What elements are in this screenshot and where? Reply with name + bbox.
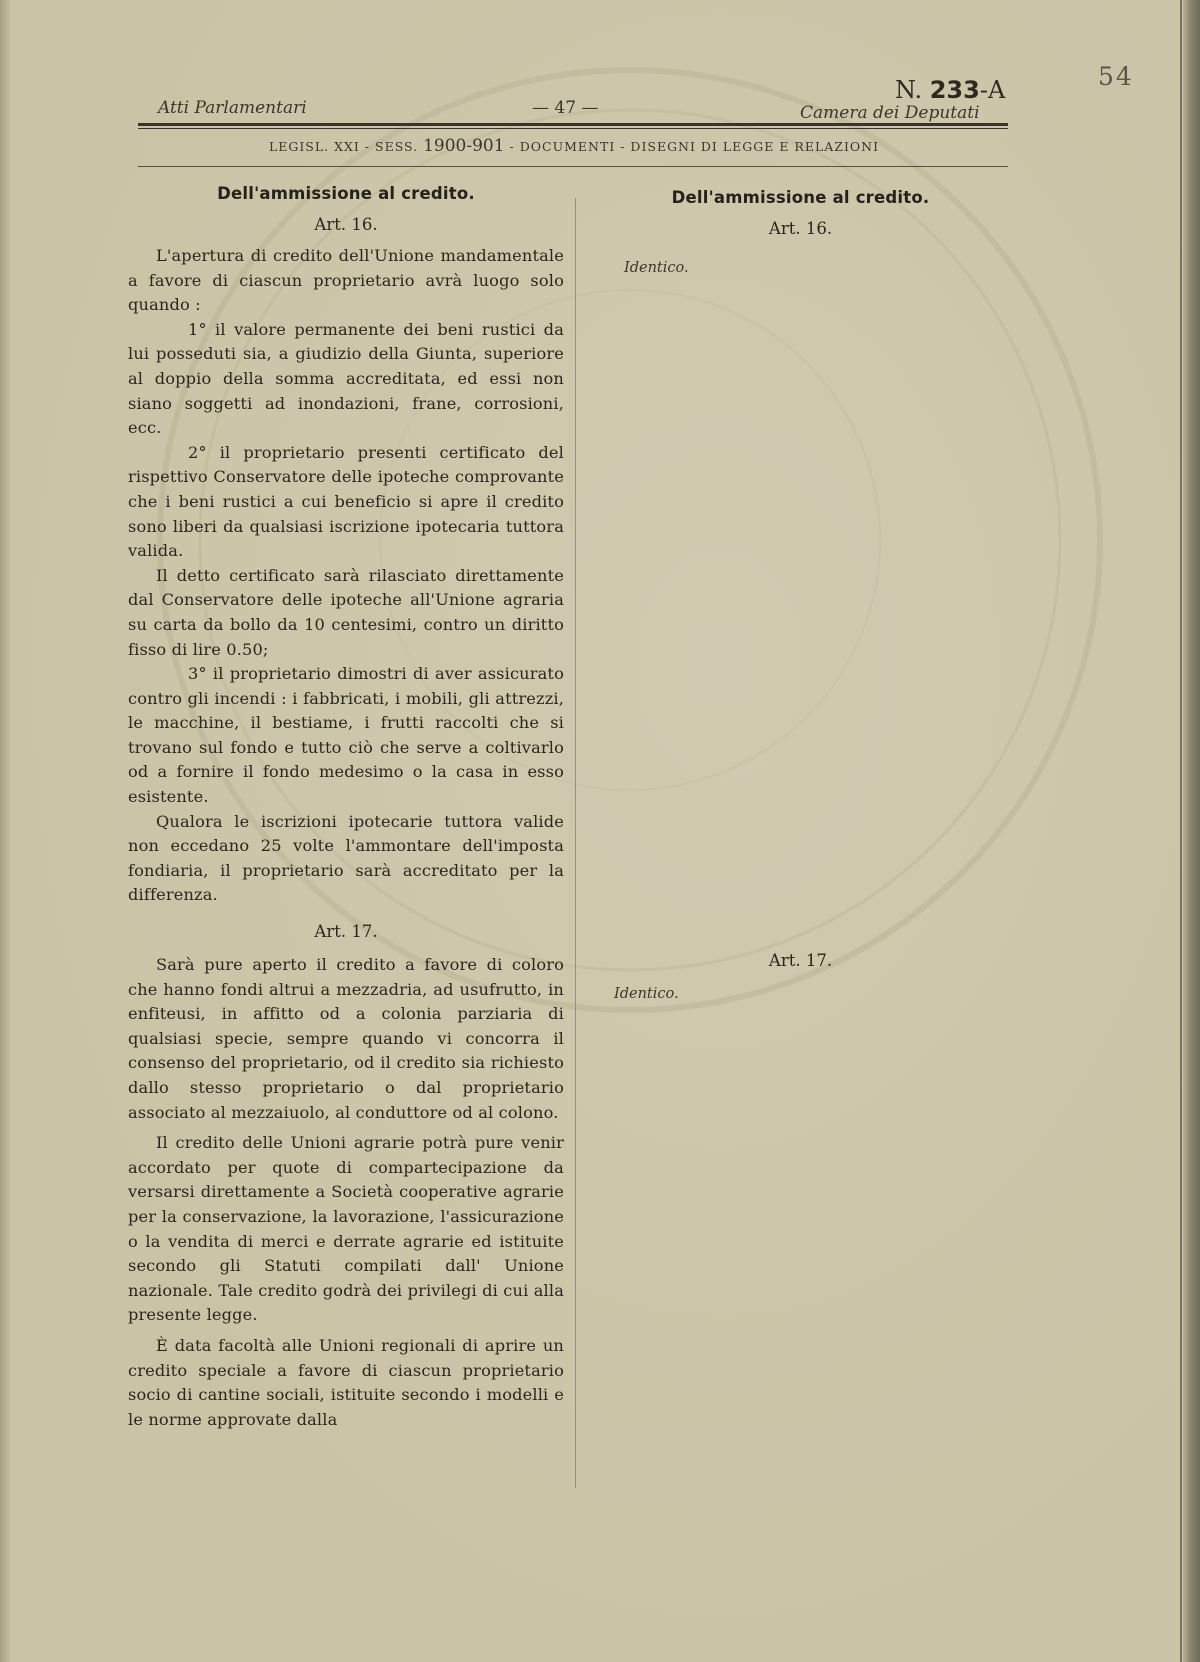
right-column bbox=[598, 188, 1003, 1002]
left-art-16-heading: Art. 16. bbox=[314, 215, 378, 234]
header-camera-deputati: Camera dei Deputati bbox=[800, 103, 980, 123]
art17-para-1: Sarà pure aperto il credito a favore di coloro che hanno fondi altrui a mezzadria, ad usufrutto, in enfiteusi, in affitto od a colonia parziaria di qualsiasi specie, sempre quando vi concorra il consenso del proprietario, od il credito sia richiesto dallo stesso proprietario o dal proprietario associato al mezzaiuolo, al conduttore od al colono. bbox=[128, 955, 564, 1122]
right-art-17-identico: Identico. bbox=[614, 986, 679, 1002]
header-rule-thick bbox=[138, 123, 1008, 126]
header-atti-parlamentari: Atti Parlamentari bbox=[158, 98, 307, 118]
right-section-title: Dell'ammissione al credito. bbox=[671, 188, 930, 207]
right-art-17-heading: Art. 17. bbox=[768, 951, 833, 970]
column-divider bbox=[575, 198, 576, 1488]
left-art-17-heading: Art. 17. bbox=[314, 922, 378, 942]
left-column bbox=[128, 184, 564, 1432]
art17-para-2: Il credito delle Unioni agrarie potrà pure venir accordato per quote di compartecipazione da versarsi direttamente a Società cooperative agrarie per la conservazione, la lavorazione, l'assicurazione o la vendita di merci e derrate agrarie ed istituite secondo gli Statuti compilati dall' Unione nazionale. Tale credito godrà dei privilegi di cui alla presente legge. bbox=[128, 1133, 564, 1325]
art16-para-qualora: Qualora le iscrizioni ipotecarie tuttora valide non eccedano 25 volte l'ammontare dell'imposta fondiaria, il proprietario sarà accreditato per la differenza. bbox=[128, 811, 564, 905]
art16-para-2: 2° il proprietario presenti certificato del rispettivo Conservatore delle ipoteche comprovante che i beni rustici a cui beneficio si apre il credito sono liberi da qualsiasi iscrizione ipotecaria tuttora valida. bbox=[128, 442, 564, 561]
page-right-edge bbox=[1183, 0, 1200, 1662]
left-section-title: Dell'ammissione al credito. bbox=[217, 184, 475, 203]
page-left-edge bbox=[0, 0, 10, 1662]
document-number: N. 233-A bbox=[895, 76, 1006, 104]
folio-number: 54 bbox=[1098, 62, 1134, 91]
art16-para-3: 3° il proprietario dimostri di aver assicurato contro gli incendi : i fabbricati, i mobili, gli attrezzi, le macchine, il bestiame, i frutti raccolti che si trovano sul fondo e tutto ciò che serve a coltivarlo od a fornire il fondo medesimo o la casa in esso esistente. bbox=[128, 664, 564, 807]
header-page-number: — 47 — bbox=[532, 98, 599, 118]
art17-para-3: È data facoltà alle Unioni regionali di aprire un credito speciale a favore di ciascun proprietario socio di cantine sociali, istituite secondo i modelli e le norme approvate dalla bbox=[128, 1335, 564, 1429]
header-rule-thin bbox=[138, 128, 1008, 129]
header-rule-bottom bbox=[138, 166, 1008, 167]
page-right-border bbox=[1180, 0, 1182, 1662]
art16-para-1: 1° il valore permanente dei beni rustici da lui posseduti sia, a giudizio della Giunta, superiore al doppio della somma accreditata, ed essi non siano soggetti ad inondazioni, frane, corrosioni, ecc. bbox=[128, 319, 564, 438]
header-legislature-line: LEGISL. XXI - SESS. 1900-901 - DOCUMENTI - DISEGNI DI LEGGE E RELAZIONI bbox=[268, 136, 880, 156]
art16-para-certificate: Il detto certificato sarà rilasciato direttamente dal Conservatore delle ipoteche all'Unione agraria su carta da bollo da 10 centesimi, contro un diritto fisso di lire 0.50; bbox=[128, 565, 564, 659]
art16-para-intro: L'apertura di credito dell'Unione mandamentale a favore di ciascun proprietario avrà luogo solo quando : bbox=[128, 246, 564, 315]
right-art-16-identico: Identico. bbox=[624, 260, 689, 276]
right-art-16-heading: Art. 16. bbox=[768, 219, 833, 238]
